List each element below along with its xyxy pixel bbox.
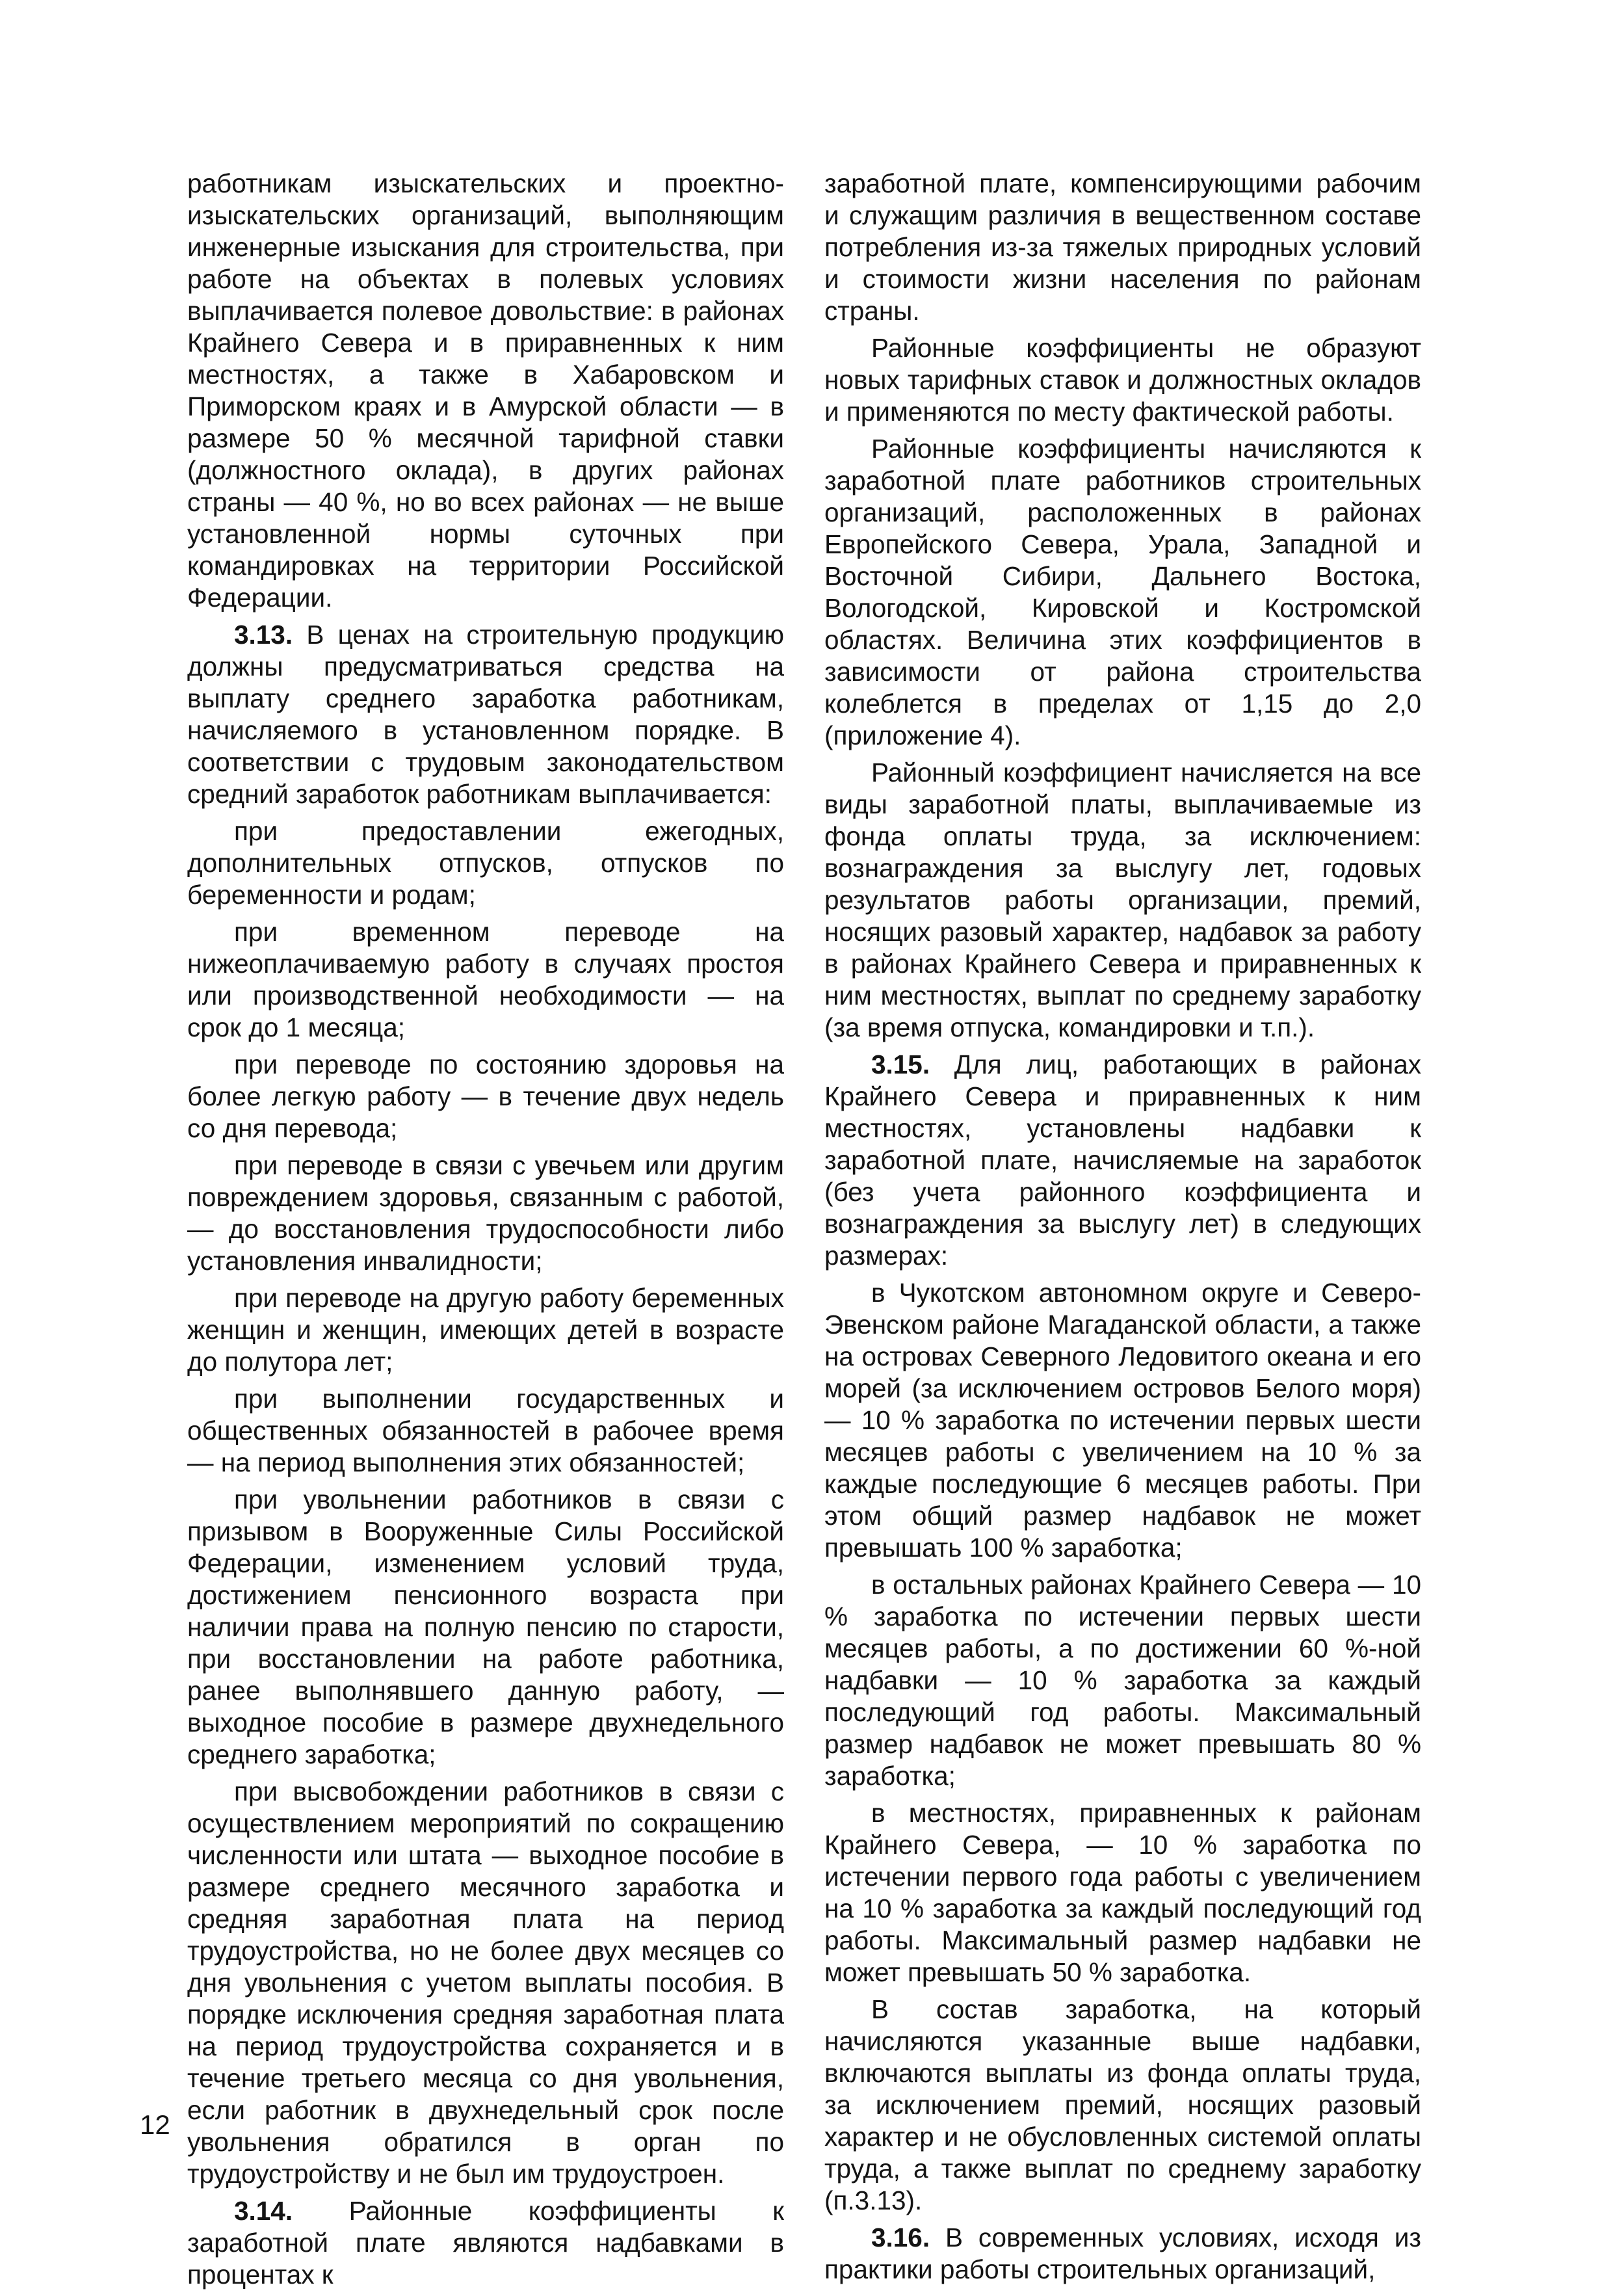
page-number: 12 <box>140 2109 170 2140</box>
paragraph: при высвобождении работников в связи с осуществлением мероприятий по сокращению численности или штата — выходное пособие в размере среднего месячного заработка и средняя заработная плата на период трудоустройства, но не более двух месяцев со дня увольнения с учетом выплаты пособия. В порядке исключения средняя заработная плата на период трудоустройства сохраняется и в течение третьего месяца со дня увольнения, если работник в двухнедельный срок после увольнения обратился в орган по трудоустройству и не был им трудоустроен. <box>187 1776 784 2189</box>
paragraph: в местностях, приравненных к районам Крайнего Севера, — 10 % заработка по истечении первого года работы с увеличением на 10 % заработка за каждый последующий год работы. Максимальный размер надбавки не может превышать 50 % заработка. <box>824 1798 1421 1987</box>
section-3-13 <box>187 619 784 810</box>
paragraph: при увольнении работников в связи с призывом в Вооруженные Силы Российской Федерации, изменением условий труда, достижением пенсионного возраста при наличии права на полную пенсию по старости, при восстановлении на работе работника, ранее выполнявшего данную работу, — выходное пособие в размере двухнедельного среднего заработка; <box>187 1484 784 1769</box>
paragraph: при переводе на другую работу беременных женщин и женщин, имеющих детей в возрасте до полутора лет; <box>187 1283 784 1377</box>
paragraph: Районные коэффициенты начисляются к заработной плате работников строительных организаций, расположенных в районах Европейского Севера, Урала, Западной и Восточной Сибири, Дальнего Востока, Вологодской, Кировской и Костромской областях. Величина этих коэффициентов в зависимости от района строительства колеблется в пределах от 1,15 до 2,0 (приложение 4). <box>824 434 1421 750</box>
section-text: В ценах на строительную продукцию должны предусматриваться средства на выплату среднего заработка работникам, начисляемого в установленном порядке. В соответствии с трудовым законодательством средний заработок работникам выплачивается: <box>187 620 784 809</box>
section-3-15 <box>824 1049 1421 1272</box>
paragraph: в Чукотском автономном округе и Северо-Эвенском районе Магаданской области, а также на островах Северного Ледовитого океана и его морей (за исключением островов Белого моря) — 10 % заработка по истечении первых шести месяцев работы с увеличением на 10 % за каждые последующие 6 месяцев работы. При этом общий размер надбавок не может превышать 100 % заработка; <box>824 1278 1421 1563</box>
paragraph: при выполнении государственных и общественных обязанностей в рабочее время — на период выполнения этих обязанностей; <box>187 1384 784 1477</box>
left-column <box>187 168 784 2296</box>
section-number: 3.16. <box>871 2223 930 2252</box>
section-text: Для лиц, работающих в районах Крайнего Севера и приравненных к ним местностях, установлены надбавки к заработной плате, начисляемые на заработок (без учета районного коэффициента и вознаграждения за выслугу лет) в следующих размерах: <box>824 1049 1421 1271</box>
paragraph: Районный коэффициент начисляется на все виды заработной платы, выплачиваемые из фонда оплаты труда, за исключением: вознаграждения за выслугу лет, годовых результатов работы организации, премий, носящих разовый характер, надбавок за работу в районах Крайнего Севера и приравненных к ним местностях, выплат по среднему заработку (за время отпуска, командировки и т.п.). <box>824 758 1421 1042</box>
paragraph: в остальных районах Крайнего Севера — 10 % заработка по истечении первых шести месяцев работы, а по достижении 60 %-ной надбавки — 10 % заработка за каждый последующий год работы. Максимальный размер надбавок не может превышать 80 % заработка; <box>824 1570 1421 1791</box>
paragraph: при предоставлении ежегодных, дополнительных отпусков, отпусков по беременности и родам; <box>187 816 784 910</box>
right-column <box>824 168 1421 2291</box>
paragraph: при переводе по состоянию здоровья на более легкую работу — в течение двух недель со дня перевода; <box>187 1049 784 1143</box>
paragraph: заработной плате, компенсирующими рабочим и служащим различия в вещественном составе потребления из-за тяжелых природных условий и стоимости жизни населения по районам страны. <box>824 168 1421 326</box>
section-text: Районные коэффициенты к заработной плате являются надбавками в процентах к <box>187 2196 784 2289</box>
section-3-14 <box>187 2195 784 2291</box>
section-number: 3.15. <box>871 1049 930 1079</box>
section-text: В современных условиях, исходя из практики работы строительных организаций, <box>824 2223 1421 2284</box>
paragraph: В состав заработка, на который начисляются указанные выше надбавки, включаются выплаты из фонда оплаты труда, за исключением премий, носящих разовый характер и не обусловленных системой оплаты труда, а также выплат по среднему заработку (п.3.13). <box>824 1994 1421 2215</box>
section-number: 3.14. <box>234 2196 293 2226</box>
paragraph: при временном переводе на нижеоплачиваемую работу в случаях простоя или производственной необходимости — на срок до 1 месяца; <box>187 917 784 1042</box>
paragraph: при переводе в связи с увечьем или другим повреждением здоровья, связанным с работой, — до восстановления трудоспособности либо установления инвалидности; <box>187 1150 784 1276</box>
section-3-16 <box>824 2222 1421 2286</box>
paragraph: работникам изыскательских и проектно-изыскательских организаций, выполняющим инженерные изыскания для строительства, при работе на объектах в полевых условиях выплачивается полевое довольствие: в районах Крайнего Севера и в приравненных к ним местностях, а также в Хабаровском и Приморском краях и в Амурской области — в размере 50 % месячной тарифной ставки (должностного оклада), в других районах страны — 40 %, но во всех районах — не выше установленной нормы суточных при командировках на территории Российской Федерации. <box>187 168 784 613</box>
paragraph: Районные коэффициенты не образуют новых тарифных ставок и должностных окладов и применяются по месту фактической работы. <box>824 333 1421 427</box>
section-number: 3.13. <box>234 620 293 650</box>
